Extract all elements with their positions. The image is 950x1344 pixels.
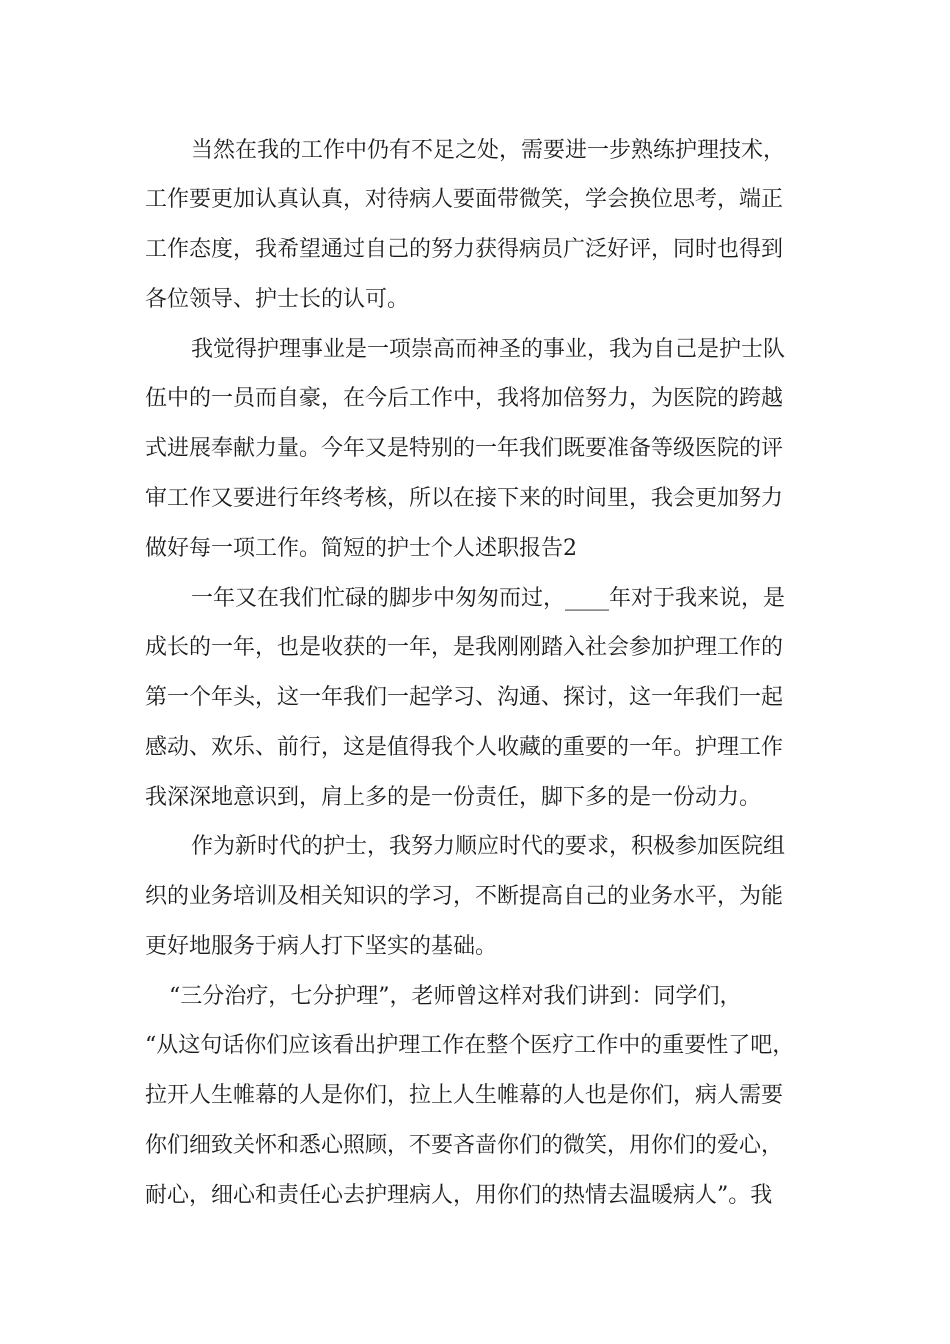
text-line: 一年又在我们忙碌的脚步中匆匆而过，____年对于我来说，是: [191, 586, 786, 611]
text-line: 我深深地意识到，肩上多的是一份责任，脚下多的是一份动力。: [145, 785, 762, 810]
text-line: 工作要更加认真认真，对待病人要面带微笑，学会换位思考，端正: [145, 187, 784, 212]
text-line: 做好每一项工作。简短的护士个人述职报告2: [145, 536, 577, 561]
text-line: 第一个年头，这一年我们一起学习、沟通、探讨，这一年我们一起: [145, 685, 784, 710]
text-line: “从这句话你们应该看出护理工作在整个医疗工作中的重要性了吧，: [145, 1033, 795, 1058]
text-line: 成长的一年，也是收获的一年，是我刚刚踏入社会参加护理工作的: [145, 635, 784, 660]
text-line: 我觉得护理事业是一项崇高而神圣的事业，我为自己是护士队: [191, 337, 786, 362]
text-line: 耐心，细心和责任心去护理病人，用你们的热情去温暖病人”。我: [145, 1183, 773, 1208]
text-line: 工作态度，我希望通过自己的努力获得病员广泛好评，同时也得到: [145, 237, 784, 262]
text-line: 更好地服务于病人打下坚实的基础。: [145, 934, 498, 959]
text-line: 伍中的一员而自豪，在今后工作中，我将加倍努力，为医院的跨越: [145, 386, 784, 411]
text-line: “三分治疗，七分护理”，老师曾这样对我们讲到：同学们，: [169, 984, 742, 1009]
text-line: 织的业务培训及相关知识的学习，不断提高自己的业务水平，为能: [145, 884, 784, 909]
text-line: 当然在我的工作中仍有不足之处，需要进一步熟练护理技术，: [191, 138, 786, 163]
text-line: 感动、欢乐、前行，这是值得我个人收藏的重要的一年。护理工作: [145, 735, 784, 760]
text-line: 作为新时代的护士，我努力顺应时代的要求，积极参加医院组: [191, 834, 786, 859]
text-line: 审工作又要进行年终考核，所以在接下来的时间里，我会更加努力: [145, 486, 784, 511]
text-line: 你们细致关怀和悉心照顾，不要吝啬你们的微笑，用你们的爱心，: [145, 1133, 784, 1158]
text-line: 拉开人生帷幕的人是你们，拉上人生帷幕的人也是你们，病人需要: [145, 1083, 784, 1108]
text-line: 式进展奉献力量。今年又是特别的一年我们既要准备等级医院的评: [145, 436, 784, 461]
text-line: 各位领导、护士长的认可。: [145, 287, 410, 312]
